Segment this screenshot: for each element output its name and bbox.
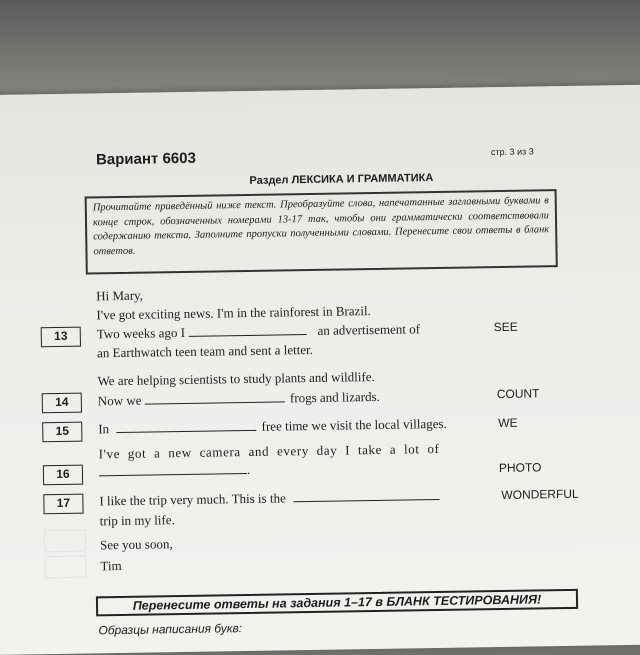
question-number-15: 15 [42, 422, 82, 443]
q15-keyword: WE [498, 415, 518, 431]
letter-greeting: Hi Mary, [96, 287, 144, 304]
q15-text-before: In [98, 421, 110, 437]
showthrough-box [44, 530, 86, 553]
q17-line [99, 488, 439, 509]
exam-page [0, 85, 640, 655]
q17-blank[interactable] [293, 489, 439, 502]
section-title: Раздел ЛЕКСИКА И ГРАММАТИКА [249, 172, 434, 187]
letter-samples-label: Образцы написания букв: [98, 621, 243, 638]
q15-line [98, 416, 447, 437]
q13-text-after: an advertisement of [317, 321, 421, 338]
q14-text-after: frogs and lizards. [289, 388, 380, 406]
q16-blank[interactable] [99, 463, 247, 476]
q17-keyword: WONDERFUL [501, 486, 579, 503]
q16-line: I've got a new camera and every day I take a lot of [98, 440, 440, 462]
q14-keyword: COUNT [496, 386, 540, 402]
q13-keyword: SEE [493, 319, 518, 335]
q13-continuation: an Earthwatch teen team and sent a letter. [96, 341, 314, 361]
letter-intro: I've got exciting news. I'm in the rainforest in Brazil. [96, 303, 371, 323]
q15-blank[interactable] [116, 420, 256, 433]
q14-text-before: Now we [97, 392, 142, 409]
question-number-14: 14 [42, 393, 82, 414]
variant-title: Вариант 6603 [95, 149, 196, 169]
instructions-box: Прочитайте приведённый ниже текст. Преобразуйте слова, напечатанные заглавными буквами в конце строк, обозначенных номерами 13-17 так, чтобы они грамматически соответствовали содержанию текста. Заполните пропуски полученными словами. Перенесите свои ответы в бланк ответов. [85, 189, 558, 274]
question-number-13: 13 [41, 327, 81, 348]
q16-keyword: PHOTO [498, 460, 542, 476]
q13-blank[interactable] [188, 324, 306, 337]
page-number: стр. 3 из 3 [490, 146, 534, 158]
q16-period: . [246, 461, 251, 478]
letter-helping: We are helping scientists to study plants and wildlife. [97, 368, 375, 389]
q17-continuation: trip in my life. [99, 512, 175, 529]
q15-text-after: free time we visit the local villages. [261, 415, 447, 434]
question-number-16: 16 [43, 465, 83, 486]
q16-blank-line [99, 462, 250, 480]
question-number-17: 17 [43, 494, 83, 515]
q13-line [97, 321, 420, 342]
letter-closing: See you soon, [99, 536, 173, 553]
q17-text-before: I like the trip very much. This is the [99, 490, 286, 509]
letter-signature: Tim [100, 557, 122, 574]
q13-text-before: Two weeks ago I [96, 324, 186, 342]
showthrough-box [44, 556, 86, 579]
transfer-notice: Перенесите ответы на задания 1–17 в БЛАНК ТЕСТИРОВАНИЯ! [96, 589, 578, 617]
q14-line [98, 389, 380, 409]
q14-blank[interactable] [145, 391, 285, 404]
